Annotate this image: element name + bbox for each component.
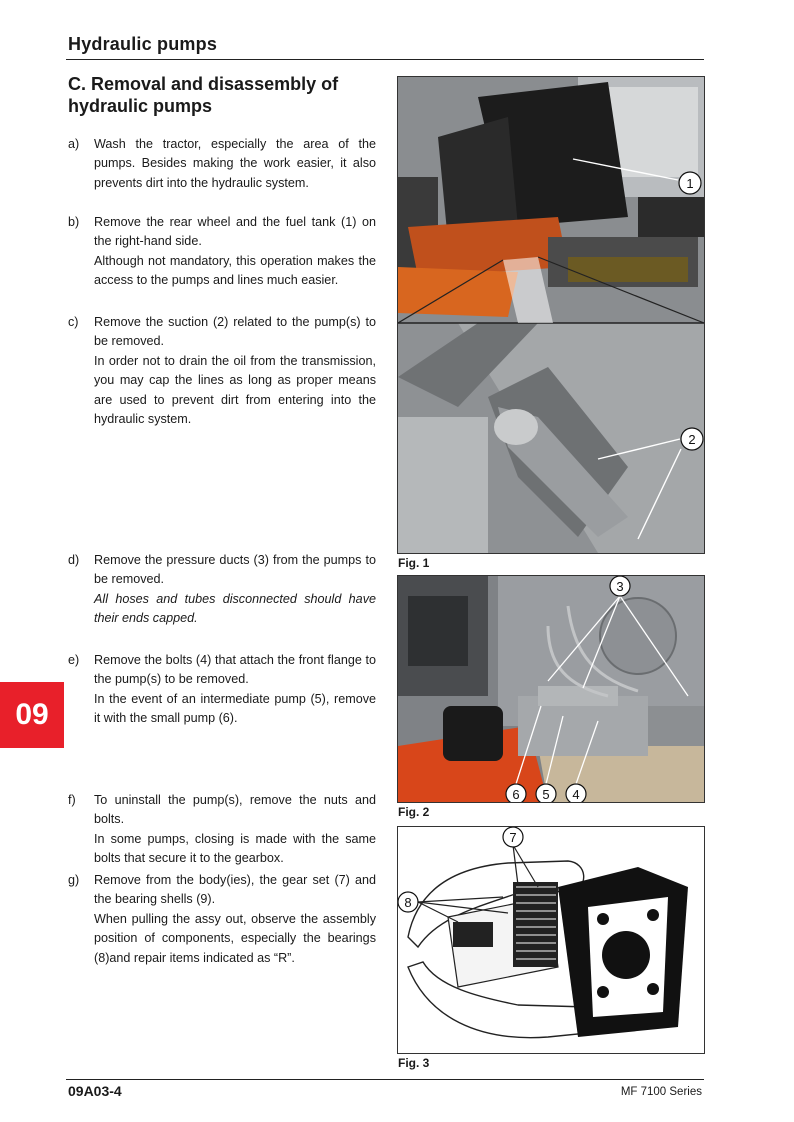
svg-text:6: 6 — [512, 787, 520, 802]
step-label: c) — [68, 315, 79, 329]
step-text: To uninstall the pump(s), remove the nuts and bolts. — [94, 793, 376, 827]
svg-text:4: 4 — [572, 787, 580, 802]
step-text: Remove the rear wheel and the fuel tank (1) on the right-hand side. — [94, 215, 376, 249]
step-note: In order not to drain the oil from the transmission, you may cap the lines as long as proper means are used to prevent dirt from entering into the hydraulic system. — [94, 353, 376, 427]
step-note: When pulling the assy out, observe the assembly position of components, especially the bearings (8)and repair items indicated as “R”. — [94, 911, 376, 965]
step-note: In some pumps, closing is made with the same bolts that secure it to the gearbox. — [94, 831, 376, 866]
figure-1-caption: Fig. 1 — [398, 556, 430, 570]
series-name: MF 7100 Series — [620, 1086, 702, 1098]
step-label: b) — [68, 215, 80, 229]
callout-2 — [681, 428, 703, 450]
step-label: e) — [68, 653, 80, 667]
footer-divider — [66, 1079, 704, 1080]
figure-2-image — [398, 576, 704, 802]
callout-6 — [506, 784, 526, 802]
svg-text:5: 5 — [542, 787, 550, 802]
figure-1 — [397, 76, 705, 554]
step-label: d) — [68, 553, 80, 567]
section-title: C. Removal and disassembly of hydraulic pumps — [68, 74, 339, 116]
page-code: 09A03-4 — [68, 1083, 122, 1099]
step-note: In the event of an intermediate pump (5), remove it with the small pump (6). — [94, 691, 376, 726]
step-text: Remove the suction (2) related to the pump(s) to be removed. — [94, 315, 376, 349]
figure-3-image — [398, 827, 704, 1053]
figure-3 — [397, 826, 705, 1054]
svg-text:1: 1 — [686, 176, 694, 191]
callout-5 — [536, 784, 556, 802]
callout-7 — [503, 827, 523, 847]
step-label: a) — [68, 137, 80, 151]
figure-2 — [397, 575, 705, 803]
callout-8 — [398, 892, 418, 912]
svg-text:8: 8 — [404, 895, 412, 910]
step-a — [68, 135, 376, 193]
step-c — [68, 313, 376, 429]
step-e — [68, 651, 376, 729]
svg-text:7: 7 — [509, 830, 517, 845]
step-label: f) — [68, 793, 76, 807]
figure-3-caption: Fig. 3 — [398, 1056, 430, 1070]
step-d — [68, 551, 376, 629]
step-b — [68, 213, 376, 291]
step-text: Remove from the body(ies), the gear set (7) and the bearing shells (9). — [94, 873, 376, 907]
figure-1-image — [398, 77, 704, 553]
step-f — [68, 791, 376, 869]
chapter-tab: 09 — [0, 682, 64, 748]
step-text: Wash the tractor, especially the area of the pumps. Besides making the work easier, it also prevents dirt into the hydraulic system. — [94, 137, 376, 190]
step-text: Remove the bolts (4) that attach the front flange to the pump(s) to be removed. — [94, 653, 376, 687]
page-header-title: Hydraulic pumps — [68, 34, 218, 54]
step-text: Remove the pressure ducts (3) from the pumps to be removed. — [94, 553, 376, 587]
step-note: All hoses and tubes disconnected should have their ends capped. — [94, 591, 376, 626]
callout-4 — [566, 784, 586, 802]
step-label: g) — [68, 873, 80, 887]
step-note: Although not mandatory, this operation makes the access to the pumps and lines much easier. — [94, 253, 376, 288]
svg-text:2: 2 — [688, 432, 696, 447]
callout-3 — [610, 576, 630, 596]
header-divider — [66, 59, 704, 60]
callout-1 — [679, 172, 701, 194]
svg-text:3: 3 — [616, 579, 624, 594]
figure-2-caption: Fig. 2 — [398, 805, 430, 819]
step-g — [68, 871, 376, 968]
